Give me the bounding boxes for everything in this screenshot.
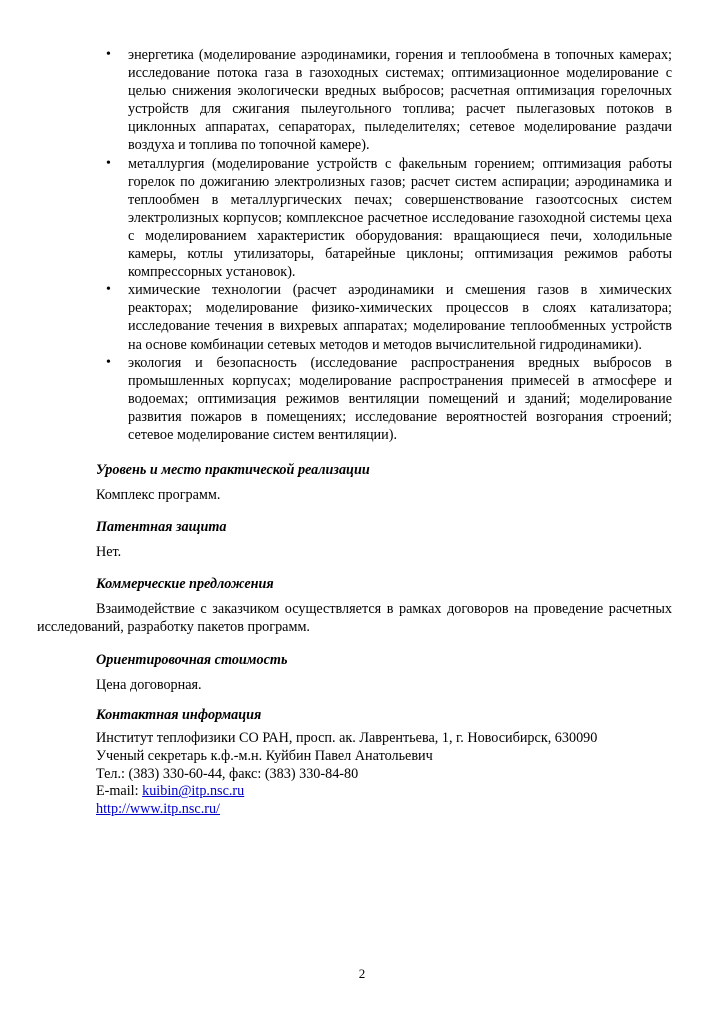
page-number: 2: [358, 966, 366, 981]
email-link[interactable]: kuibin@itp.nsc.ru: [142, 783, 245, 800]
email-line: [96, 783, 597, 801]
patent-text: Нет.: [96, 544, 122, 560]
cost-heading: Ориентировочная стоимость: [96, 652, 288, 668]
contact-block: [96, 730, 597, 819]
institute-address: Институт теплофизики СО РАН, просп. ак. Лаврентьева, 1, г. Новосибирск, 630090: [96, 730, 598, 746]
commercial-text: Взаимодействие с заказчиком осуществляется в рамках договоров на проведение расчетных исследований, разработку пакетов программ.: [37, 601, 672, 636]
phone-fax: Тел.: (383) 330-60-44, факс: (383) 330-84-80: [96, 765, 359, 782]
contact-heading: Контактная информация: [96, 707, 262, 723]
commercial-heading: Коммерческие предложения: [96, 576, 274, 592]
implementation-heading: Уровень и место практической реализации: [96, 462, 370, 478]
scientific-secretary: Ученый секретарь к.ф.-м.н. Куйбин Павел Анатольевич: [96, 747, 433, 764]
application-areas-list: [80, 46, 672, 444]
email-label: E-mail:: [96, 783, 143, 800]
list-item-metallurgy: • металлургия (моделирование устройств с факельным горением; оптимизация работы горелок по дожиганию электролизных газов; расчет систем аспирации; аэродинамика и теплообмен в металлургических печах; совершенствование газоотсосных систем электролизных корпусов; комплексное расчетное исследование газоходной системы цеха с моделированием характеристик оборудования: вращающиеся печи, холодильные камеры, котлы утилизаторы, батарейные циклоны; оптимизация режимов работы компрессорных установок).: [128, 155, 672, 282]
implementation-text: Комплекс программ.: [96, 487, 221, 503]
patent-heading: Патентная защита: [96, 519, 227, 535]
list-item-energy: • энергетика (моделирование аэродинамики, горения и теплообмена в топочных камерах; исследование потока газа в газоходных системах; оптимизационное моделирование с целью снижения экологически вредных выбросов; расчетная оптимизация горелочных устройств для сжигания пылеугольного топлива; расчет пылегазовых потоков в циклонных аппаратах, сепараторах, пыледелителях; сетевое моделирование раздачи воздуха и топлива по топочной камере).: [128, 46, 672, 155]
list-item-chemical-technologies: • химические технологии (расчет аэродинамики и смешения газов в химических реакторах; моделирование физико-химических процессов в слоях катализатора; исследование течения в вихревых аппаратах; моделирование теплообменных устройств на основе комбинации сетевых методов и методов вычислительной гидродинамики).: [128, 281, 672, 353]
website-line: [96, 801, 597, 819]
list-item-ecology-safety: • экология и безопасность (исследование распространения вредных выбросов в промышленных корпусах; моделирование распространения примесей в атмосфере и водоемах; оптимизация режимов вентиляции помещений и зданий; моделирование развития пожаров в помещениях; исследование вероятностей возгорания строений; сетевое моделирование систем вентиляции).: [128, 354, 672, 444]
cost-text: Цена договорная.: [96, 677, 202, 693]
website-link[interactable]: http://www.itp.nsc.ru/: [96, 801, 221, 818]
